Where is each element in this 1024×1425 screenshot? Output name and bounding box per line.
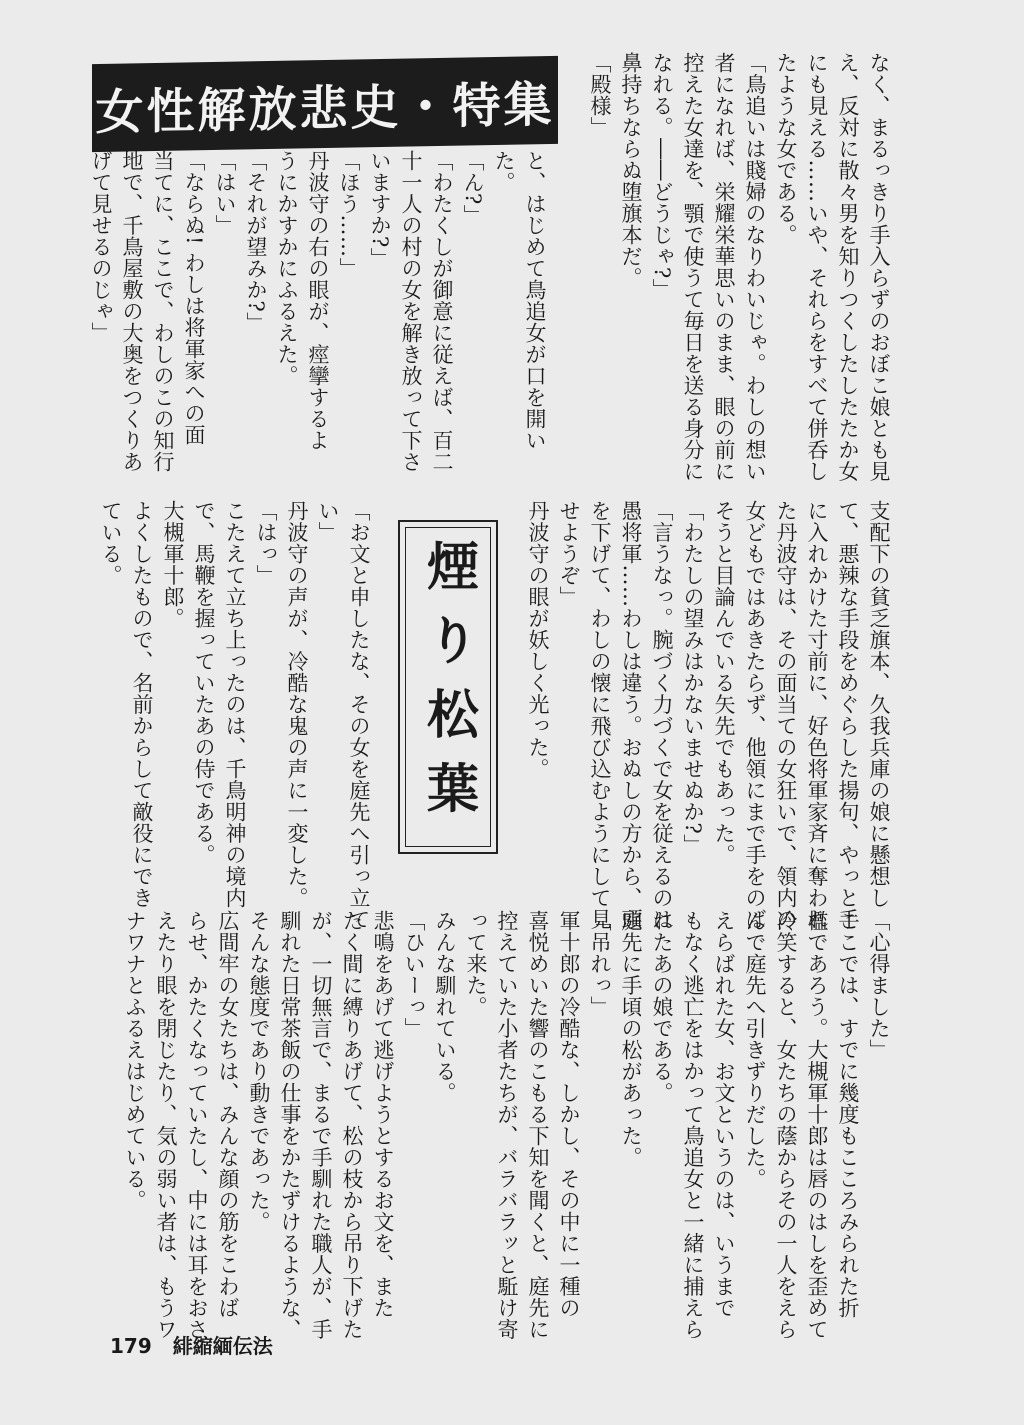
story-title: 煙り松葉: [417, 539, 478, 835]
text-line: が、一切無言で、まるで手馴れた職人が、手: [309, 910, 333, 1340]
text-line: 「ひいーっ」: [402, 910, 426, 1039]
text-line: みんな馴れている。: [433, 910, 457, 1104]
text-line: 丹波守の眼が妖しく光った。: [526, 500, 550, 780]
text-line: 庭先に手頃の松があった。: [619, 910, 643, 1168]
text-line: そんな態度であり動きであった。: [247, 910, 271, 1233]
text-line: たく間に縛りあげて、松の枝から吊り下げた: [340, 910, 364, 1340]
text-line: えたり眼を閉じたり、気の弱い者は、もうワ: [154, 910, 178, 1340]
text-line: れたあの娘である。: [650, 910, 674, 1104]
text-line: 「ならぬ! わしは将軍家への面: [182, 150, 206, 446]
text-line: で、馬鞭を握っていたあの侍である。: [192, 500, 216, 866]
text-line: 喜悦めいた響のこもる下知を聞くと、庭先に: [526, 910, 550, 1340]
text-line: 丹波守の声が、冷酷な鬼の声に一変した。: [285, 500, 309, 909]
text-line: 「言うなっ。腕づく力づくで女を従えるのは: [650, 500, 674, 930]
text-line: なく、まるっきり手入らずのおぼこ娘とも見: [867, 52, 891, 482]
text-line: 「はっ」: [254, 500, 278, 586]
text-line: 「殿様」: [588, 52, 612, 138]
text-line: 支配下の貧乏旗本、久我兵庫の娘に懸想し: [867, 500, 891, 909]
text-line: 「吊れっ」: [588, 910, 612, 1018]
text-line: 「鳥追いは賤婦のなりわいじゃ。わしの想い: [743, 52, 767, 482]
text-line: 広間牢の女たちは、みんな顔の筋をこわば: [216, 910, 240, 1319]
column-top-right: [584, 52, 894, 482]
text-line: 愚将軍……わしは違う。おぬしの方から、頭: [619, 500, 643, 930]
text-line: 「心得ました」: [867, 910, 891, 1061]
text-line: 女どもではあきたらず、他領にまで手をのば: [743, 500, 767, 930]
column-middle-right: [522, 500, 894, 930]
story-title-box: [398, 520, 498, 854]
text-line: 「ん?」: [461, 150, 485, 227]
feature-title: 女性解放悲史・特集: [95, 76, 555, 141]
text-line: 「はい」: [213, 150, 237, 236]
column-top-left: [85, 150, 550, 475]
text-line: ナワナとふるえはじめている。: [123, 910, 147, 1211]
text-line: 悲鳴をあげて逃げようとするお文を、また: [371, 910, 395, 1319]
text-line: 檻であろう。大槻軍十郎は唇のはしを歪めて: [805, 910, 829, 1340]
text-line: 軍十郎の冷酷な、しかし、その中に一種の: [557, 910, 581, 1319]
text-line: って来た。: [464, 910, 488, 1018]
text-line: そうと目論んでいる矢先でもあった。: [712, 500, 736, 866]
text-line: たような女である。: [774, 52, 798, 246]
text-line: 冷笑すると、女たちの蔭からその一人をえら: [774, 910, 798, 1340]
text-line: 当てに、ここで、わしのこの知行: [151, 150, 175, 473]
text-line: 馴れた日常茶飯の仕事をかたずけるような、: [278, 910, 302, 1340]
text-line: せようぞ」: [557, 500, 581, 608]
text-line: え、反対に散々男を知りつくしたしたたか女: [836, 52, 860, 482]
text-line: にも見える……いや、それらをすべて併呑し: [805, 52, 829, 482]
text-line: い」: [316, 500, 340, 543]
text-line: ている。: [99, 500, 123, 586]
text-line: に入れかけた寸前に、好色将軍家斉に奪われ: [805, 500, 829, 930]
text-line: げて見せるのじゃ」: [89, 150, 113, 344]
text-line: と、はじめて鳥追女が口を開い: [523, 150, 547, 451]
text-line: 「わたくしが御意に従えば、百二: [430, 150, 454, 473]
text-line: いますか?」: [368, 150, 392, 270]
text-line: 控えた女達を、顎で使うて毎日を送る身分に: [681, 52, 705, 482]
text-line: 鼻持ちならぬ堕旗本だ。: [619, 52, 643, 289]
text-line: よくしたもので、名前からして敵役にでき: [130, 500, 154, 909]
text-line: を下げて、わしの懐に飛び込むようにして見: [588, 500, 612, 930]
page-number: 179: [110, 1334, 152, 1358]
text-line: こたえて立ち上ったのは、千鳥明神の境内: [223, 500, 247, 909]
text-line: 丹波守の右の眼が、痙攣するよ: [306, 150, 330, 451]
page-footer: [110, 1330, 273, 1359]
text-line: 「お文と申したな、その女を庭先へ引っ立て: [347, 500, 371, 930]
text-line: 「わたしの望みはかないませぬか?」: [681, 500, 705, 856]
text-line: らせ、かたくなっていたし、中には耳をおさ: [185, 910, 209, 1340]
text-line: 控えていた小者たちが、バラバラッと駈け寄: [495, 910, 519, 1340]
text-line: た丹波守は、その面当ての女狂いで、領内の: [774, 500, 798, 930]
text-line: 者になれば、栄耀栄華思いのまま、眼の前に: [712, 52, 736, 482]
text-line: うにかすかにふるえた。: [275, 150, 299, 387]
text-line: 地で、千鳥屋敷の大奥をつくりあ: [120, 150, 144, 473]
text-line: ここでは、すでに幾度もこころみられた折: [836, 910, 860, 1319]
column-middle-left: [95, 500, 374, 930]
text-line: なれる。――どうじゃ?」: [650, 52, 674, 301]
feature-title-banner: [92, 56, 558, 152]
column-bottom: [119, 910, 894, 1340]
text-line: えらばれた女、お文というのは、いうまで: [712, 910, 736, 1319]
text-line: 大槻軍十郎。: [161, 500, 185, 629]
text-line: もなく逃亡をはかって鳥追女と一緒に捕えら: [681, 910, 705, 1340]
text-line: た。: [492, 150, 516, 193]
text-line: んで庭先へ引きずりだした。: [743, 910, 767, 1190]
text-line: 十一人の村の女を解き放って下さ: [399, 150, 423, 473]
text-line: 「ほう……」: [337, 150, 361, 279]
text-line: て、悪辣な手段をめぐらした揚句、やっと手: [836, 500, 860, 930]
publication-title: 緋縮緬伝法: [172, 1334, 273, 1358]
text-line: 「それが望みか?」: [244, 150, 268, 334]
